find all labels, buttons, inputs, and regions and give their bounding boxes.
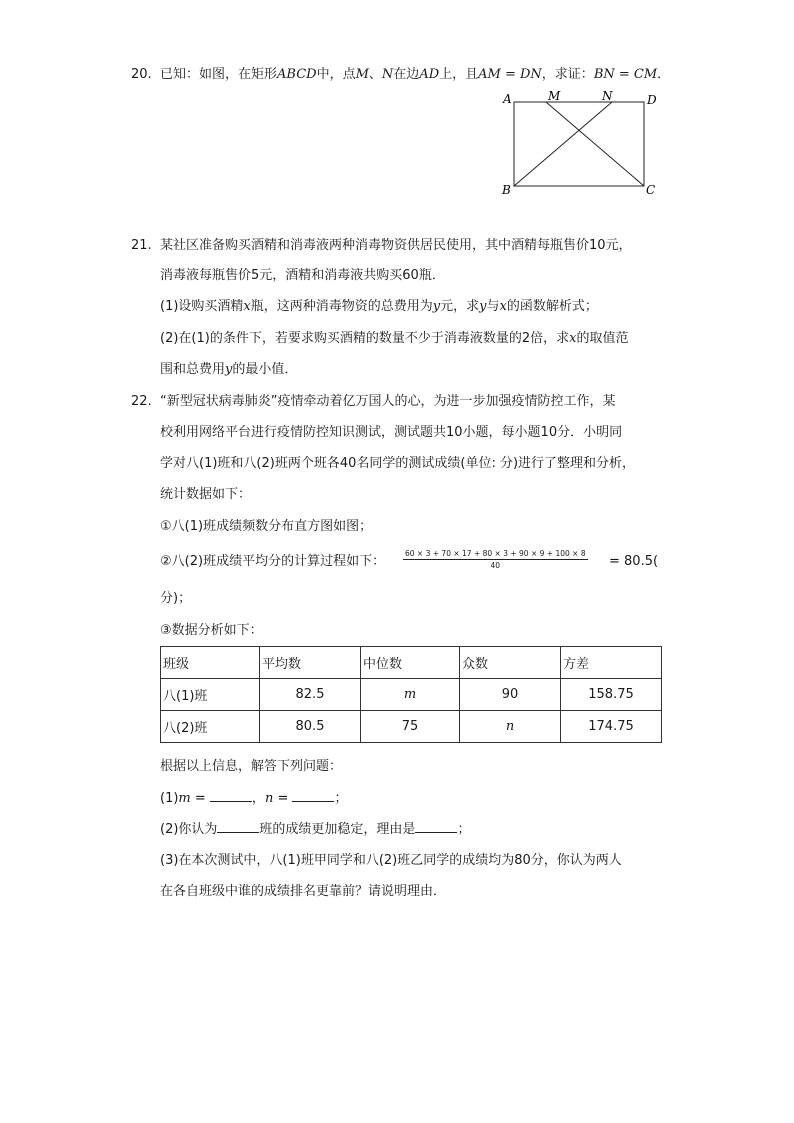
segment-cm xyxy=(546,102,644,186)
label-d: D xyxy=(647,93,657,107)
table-cell: 158.75 xyxy=(561,679,662,711)
math-var: n xyxy=(505,719,515,734)
table-cell: 80.5 xyxy=(260,711,361,743)
q22-text: (2)你认为 xyxy=(160,822,218,837)
q20-text: ． xyxy=(657,67,671,82)
label-c: C xyxy=(646,183,656,197)
math-var: x xyxy=(243,299,251,314)
table-cell: 八(1)班 xyxy=(161,679,260,711)
q22-line-3: 学对八(1)班和八(2)班两个班各40名同学的测试成绩(单位: 分)进行了整理和分析， xyxy=(160,456,636,471)
math-equation: BN = CM xyxy=(593,67,658,82)
fraction-numerator: 60 × 3 + 70 × 17 + 80 × 3 + 90 × 9 + 100 × 8 xyxy=(405,549,586,558)
math-var: m xyxy=(178,791,191,806)
q22-text: = xyxy=(273,791,293,806)
q22-item-2-label: ②八(2)班成绩平均分的计算过程如下： xyxy=(160,554,386,569)
table-cell: 75 xyxy=(361,711,460,743)
math-point: M xyxy=(355,67,369,82)
math-var: x xyxy=(569,331,577,346)
q22-number: 22. xyxy=(131,394,152,409)
q22-text: ， xyxy=(251,791,265,806)
q22-after-table: 根据以上信息，解答下列问题： xyxy=(160,759,343,774)
q22-answer-3-line-2: 在各自班级中谁的成绩排名更靠前？请说明理由． xyxy=(160,884,447,899)
math-var: m xyxy=(403,687,417,702)
table-header-cell: 方差 xyxy=(561,647,662,679)
q21-line-1: 某社区准备购买酒精和消毒液两种消毒物资供居民使用，其中酒精每瓶售价10元， xyxy=(160,238,632,253)
math-point: N xyxy=(381,67,394,82)
q22-line-2: 校利用网络平台进行疫情防控知识测试，测试题共10小题，每小题10分．小明同 xyxy=(160,425,623,440)
table-cell: 174.75 xyxy=(561,711,662,743)
q22-text: ； xyxy=(457,822,471,837)
table-cell: 90 xyxy=(460,679,561,711)
q22-answer-1 xyxy=(160,789,348,808)
rectangle-figure xyxy=(498,86,668,201)
q20-text: 已知：如图，在矩形 xyxy=(160,67,278,82)
label-b: B xyxy=(502,183,511,197)
label-a: A xyxy=(503,92,512,106)
answer-blank[interactable] xyxy=(415,820,457,833)
q22-text: = xyxy=(190,791,210,806)
q20-text: 上，且 xyxy=(439,67,479,82)
q21-text: 的最小值． xyxy=(232,362,298,377)
fraction-result: = 80.5( xyxy=(609,554,659,569)
table-cell xyxy=(361,679,460,711)
table-row xyxy=(161,711,662,743)
rectangle-abcd xyxy=(514,102,644,186)
q22-answer-2 xyxy=(160,820,470,839)
q20-text: ，求证： xyxy=(541,67,594,82)
q22-text: ； xyxy=(334,791,348,806)
q21-text: 围和总费用 xyxy=(160,362,226,377)
table-header-row xyxy=(161,647,662,679)
q20-text: 、 xyxy=(368,67,382,82)
fraction-denominator: 40 xyxy=(490,561,501,570)
q22-item-3: ③数据分析如下： xyxy=(160,623,263,638)
q21-text: 的函数解析式； xyxy=(506,299,598,314)
q21-text: (1)设购买酒精 xyxy=(160,299,244,314)
segment-bn xyxy=(514,102,612,186)
q20-text: 中，点 xyxy=(316,67,356,82)
math-var: n xyxy=(264,791,274,806)
q21-text: 元，求 xyxy=(440,299,480,314)
q22-answer-3-line-1: (3)在本次测试中，八(1)班甲同学和八(2)班乙同学的成绩均为80分，你认为两人 xyxy=(160,853,622,868)
table-cell: 82.5 xyxy=(260,679,361,711)
q22-item-2-unit: 分)； xyxy=(160,591,192,606)
math-equation: AM = DN xyxy=(478,67,542,82)
q22-text: 班的成绩更加稳定，理由是 xyxy=(259,822,416,837)
math-var: y xyxy=(432,299,441,314)
q20-statement xyxy=(160,66,670,84)
table-cell xyxy=(460,711,561,743)
q22-line-1: “新型冠状病毒肺炎”疫情牵动着亿万国人的心，为进一步加强疫情防控工作，某 xyxy=(160,394,616,409)
q21-text: 瓶，这两种消毒物资的总费用为 xyxy=(250,299,433,314)
math-var: y xyxy=(225,362,233,377)
q22-line-4: 统计数据如下： xyxy=(160,487,252,502)
answer-blank[interactable] xyxy=(210,789,252,802)
q22-item-1: ①八(1)班成绩频数分布直方图如图； xyxy=(160,519,373,534)
table-header-cell: 班级 xyxy=(161,647,260,679)
q21-text: (2)在(1)的条件下，若要求购买酒精的数量不少于消毒液数量的2倍，求 xyxy=(160,331,570,346)
table-header-cell: 中位数 xyxy=(361,647,460,679)
q21-text: 与 xyxy=(486,299,500,314)
math-segment: AD xyxy=(419,67,440,82)
answer-blank[interactable] xyxy=(217,820,259,833)
q21-part-2-cont xyxy=(160,361,297,379)
q21-text: 的取值范 xyxy=(576,331,629,346)
table-header-cell: 众数 xyxy=(460,647,561,679)
table-row xyxy=(161,679,662,711)
label-n: N xyxy=(602,89,613,103)
label-m: M xyxy=(548,89,561,103)
q21-part-1 xyxy=(160,298,598,316)
q21-number: 21. xyxy=(131,238,152,253)
math-var: y xyxy=(479,299,487,314)
q20-text: 在边 xyxy=(393,67,420,82)
mean-fraction xyxy=(403,549,588,570)
math-rect-name: ABCD xyxy=(277,67,317,82)
q21-line-2: 消毒液每瓶售价5元，酒精和消毒液共购买60瓶． xyxy=(160,268,445,283)
stats-table xyxy=(160,646,662,743)
q21-part-2 xyxy=(160,330,628,348)
math-var: x xyxy=(499,299,507,314)
answer-blank[interactable] xyxy=(292,789,334,802)
table-header-cell: 平均数 xyxy=(260,647,361,679)
table-cell: 八(2)班 xyxy=(161,711,260,743)
q20-number: 20. xyxy=(131,67,152,82)
q22-text: (1) xyxy=(160,791,179,806)
